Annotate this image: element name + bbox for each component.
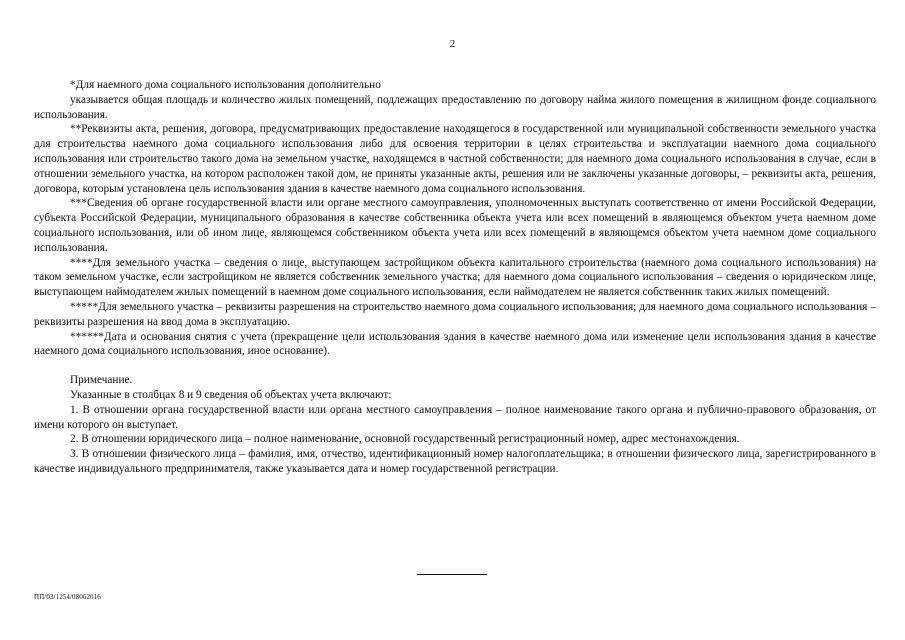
note-item-3: 3. В отношении физического лица – фамилия, имя, отчество, идентификационный номер налогоплательщика; в отношении физического лица, зарегистрированного в качестве индивидуального предпринимателя, также указывается дата и номер государственной регистрации.: [34, 448, 876, 475]
footnote-3: ***Сведения об органе государственной власти или органе местного самоуправления, уполномоченных выступать соответственно от имени Российской Федерации, субъекта Российской Федерации, муниципального образования в качестве собственника объекта учета или всех помещений в являющемся объектом учета наемном доме социального использования, или об ином лице, являющемся собственником объекта учета или всех помещений в являющемся объектом учета наемном доме социального использования.: [34, 197, 876, 254]
document-code: ПП/03/1254/08062016: [34, 593, 101, 601]
page-number: 2: [449, 38, 456, 50]
note-item-1: 1. В отношении органа государственной власти или органа местного самоуправления – полное наименование такого органа и публично-правового образования, от имени которого он выступает.: [34, 403, 876, 431]
note-item-2: 2. В отношении юридического лица – полное наименование, основной государственный регистрационный номер, адрес местонахождения.: [70, 433, 740, 446]
footnote-5: *****Для земельного участка – реквизиты разрешения на строительство наемного дома социального использования; для наемного дома социального использования – реквизиты разрешения на ввод дома в эксплуатацию.: [34, 300, 876, 328]
footnote-4: ****Для земельного участка – сведения о лице, выступающем застройщиком объекта капитального строительства (наемного дома социального использования) на таком земельном участке, если застройщиком не является собственник земельного участка; для наемного дома социального использования – сведения о юридическом лице, выступающем наймодателем жилых помещений в наемном доме социального использования, если наймодателем не является собственник таких жилых помещений.: [34, 256, 876, 299]
footnote-1-heading: *Для наемного дома социального использования дополнительно: [70, 79, 381, 91]
footnote-6: ******Дата и основания снятия с учета (прекращение цели использования здания в качестве наемного дома или изменение цели использования здания в качестве наемного дома социального использования, иное основание).: [34, 330, 876, 358]
footnote-1-text: указывается общая площадь и количество жилых помещений, подлежащих предоставлению по договору найма жилого помещения в жилищном фонде социального использования.: [34, 93, 876, 121]
note-intro: Указанные в столбцах 8 и 9 сведения об объектах учета включают:: [70, 388, 392, 401]
note-title: Примечание.: [70, 374, 133, 387]
section-gap: [34, 359, 876, 373]
footnote-2: **Реквизиты акта, решения, договора, предусматривающих предоставление находящегося в государственной или муниципальной собственности земельного участка для строительства наемного дома социального использования либо для освоения территории в целях строительства и эксплуатации наемного дома социального использования или строительство такого дома на земельном участке, находящемся в частной собственности; для наемного дома социального использования в случае, если в отношении земельного участка, на котором расположен такой дом, не приняты указанные акты, решения или не заключены указанные договоры, – реквизиты акта, решения, договора, которым установлена цель использования здания в качестве наемного дома социального использования.: [34, 123, 876, 195]
end-separator-line: [417, 574, 487, 575]
document-body: [34, 78, 876, 477]
